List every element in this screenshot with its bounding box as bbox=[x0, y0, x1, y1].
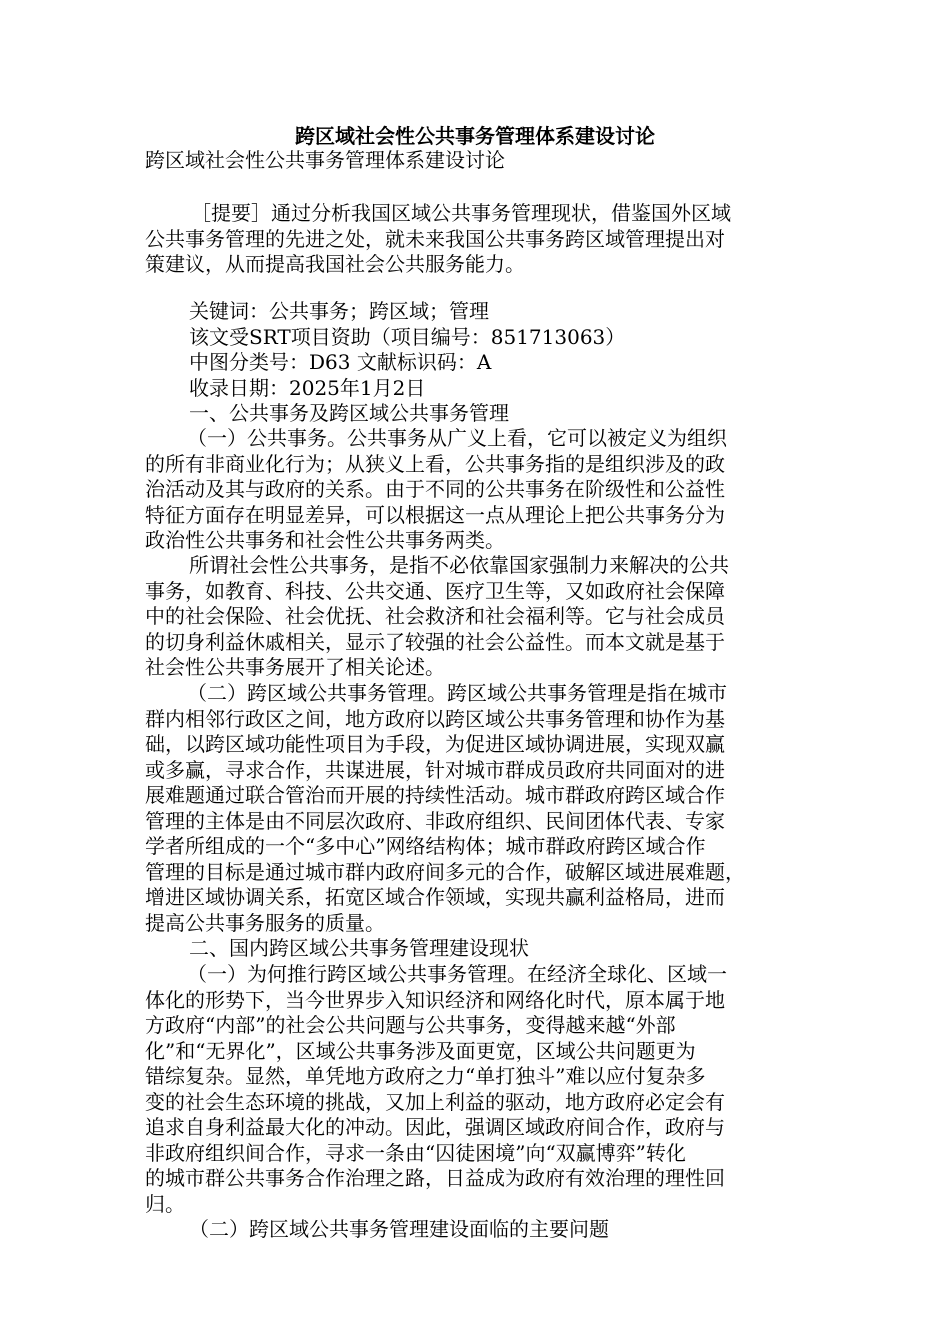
paragraph-line: 学者所组成的一个“多中心”网络结构体；城市群政府跨区域合作 bbox=[145, 834, 706, 858]
paragraph-line: 的所有非商业化行为；从狭义上看，公共事务指的是组织涉及的政 bbox=[145, 451, 725, 476]
paragraph-line: 群内相邻行政区之间，地方政府以跨区域公共事务管理和协作为基 bbox=[145, 706, 725, 731]
paragraph-line: 础，以跨区域功能性项目为手段，为促进区域协调进展，实现双赢 bbox=[145, 732, 725, 756]
classification-line: 中图分类号：D63 文献标识码：A bbox=[189, 350, 492, 374]
paragraph-public-affairs bbox=[145, 426, 805, 554]
paragraph-why-cross-region bbox=[145, 962, 805, 1243]
abstract-line: 策建议，从而提高我国社会公共服务能力。 bbox=[145, 252, 525, 276]
paragraph-line: 方政府“内部”的社会公共问题与公共事务，变得越来越“外部 bbox=[145, 1013, 676, 1037]
paragraph-line: 提高公共事务服务的质量。 bbox=[145, 910, 385, 935]
abstract-line: ［提要］通过分析我国区域公共事务管理现状，借鉴国外区域 bbox=[191, 201, 731, 225]
paragraph-line: （一）公共事务。公共事务从广义上看，它可以被定义为组织 bbox=[187, 426, 727, 450]
paragraph-line: 变的社会生态环境的挑战，又加上利益的驱动，地方政府必定会有 bbox=[145, 1089, 725, 1114]
paragraph-line: （二）跨区域公共事务管理。跨区域公共事务管理是指在城市 bbox=[187, 681, 727, 705]
paragraph-cross-region-management bbox=[145, 681, 805, 962]
paragraph-line: 增进区域协调关系，拓宽区域合作领域，实现共赢利益格局，进而 bbox=[145, 885, 725, 909]
paragraph-line: 的切身利益休戚相关，显示了较强的社会公益性。而本文就是基于 bbox=[145, 629, 725, 654]
paragraph-line: 管理的主体是由不同层次政府、非政府组织、民间团体代表、专家 bbox=[145, 808, 725, 833]
paragraph-line: 中的社会保险、社会优抚、社会救济和社会福利等。它与社会成员 bbox=[145, 604, 725, 628]
paragraph-line: 管理的目标是通过城市群内政府间多元的合作，破解区域进展难题， bbox=[145, 859, 745, 884]
paragraph-line: 化”和“无界化”，区域公共事务涉及面更宽，区域公共问题更为 bbox=[145, 1038, 696, 1063]
paragraph-social-public-affairs bbox=[145, 553, 805, 681]
subtitle-line: 跨区域社会性公共事务管理体系建设讨论 bbox=[145, 148, 505, 172]
funding-line: 该文受SRT项目资助（项目编号：851713063） bbox=[189, 324, 626, 349]
abstract-line: 公共事务管理的先进之处，就未来我国公共事务跨区域管理提出对 bbox=[145, 226, 725, 251]
paragraph-line: 追求自身利益最大化的冲动。因此，强调区域政府间合作，政府与 bbox=[145, 1115, 725, 1139]
paragraph-line: （一）为何推行跨区域公共事务管理。在经济全球化、区域一 bbox=[187, 962, 727, 986]
paragraph-line: 的城市群公共事务合作治理之路，日益成为政府有效治理的理性回 bbox=[145, 1166, 725, 1190]
section-heading: 一、公共事务及跨区域公共事务管理 bbox=[189, 401, 509, 425]
keywords-line: 关键词：公共事务；跨区域；管理 bbox=[189, 299, 489, 323]
received-date-line: 收录日期：2025年1月2日 bbox=[189, 375, 426, 400]
document-title: 跨区域社会性公共事务管理体系建设讨论 bbox=[295, 124, 655, 148]
paragraph-line: 社会性公共事务展开了相关论述。 bbox=[145, 655, 445, 679]
paragraph-line: 特征方面存在明显差异，可以根据这一点从理论上把公共事务分为 bbox=[145, 502, 725, 527]
paragraph-line: 归。 bbox=[145, 1191, 185, 1216]
paragraph-line: 展难题通过联合管治而开展的持续性活动。城市群政府跨区域合作 bbox=[145, 783, 725, 807]
paragraph-line: 错综复杂。显然，单凭地方政府之力“单打独斗”难以应付复杂多 bbox=[145, 1064, 706, 1088]
article-meta bbox=[145, 299, 805, 427]
paragraph-line: 非政府组织间合作，寻求一条由“囚徒困境”向“双赢博弈”转化 bbox=[145, 1140, 686, 1165]
paragraph-line: 政治性公共事务和社会性公共事务两类。 bbox=[145, 528, 505, 552]
paragraph-line: 所谓社会性公共事务，是指不必依靠国家强制力来解决的公共 bbox=[189, 553, 729, 577]
paragraph-line: 治活动及其与政府的关系。由于不同的公共事务在阶级性和公益性 bbox=[145, 477, 725, 501]
paragraph-line: 体化的形势下，当今世界步入知识经济和网络化时代，原本属于地 bbox=[145, 987, 725, 1012]
paragraph-line: 事务，如教育、科技、公共交通、医疗卫生等，又如政府社会保障 bbox=[145, 578, 725, 603]
section-heading: 二、国内跨区域公共事务管理建设现状 bbox=[189, 936, 529, 960]
abstract bbox=[145, 201, 805, 278]
subsection-heading: （二）跨区域公共事务管理建设面临的主要问题 bbox=[189, 1217, 609, 1241]
document-subtitle bbox=[145, 148, 805, 174]
paragraph-line: 或多赢，寻求合作，共谋进展，针对城市群成员政府共同面对的进 bbox=[145, 757, 725, 782]
